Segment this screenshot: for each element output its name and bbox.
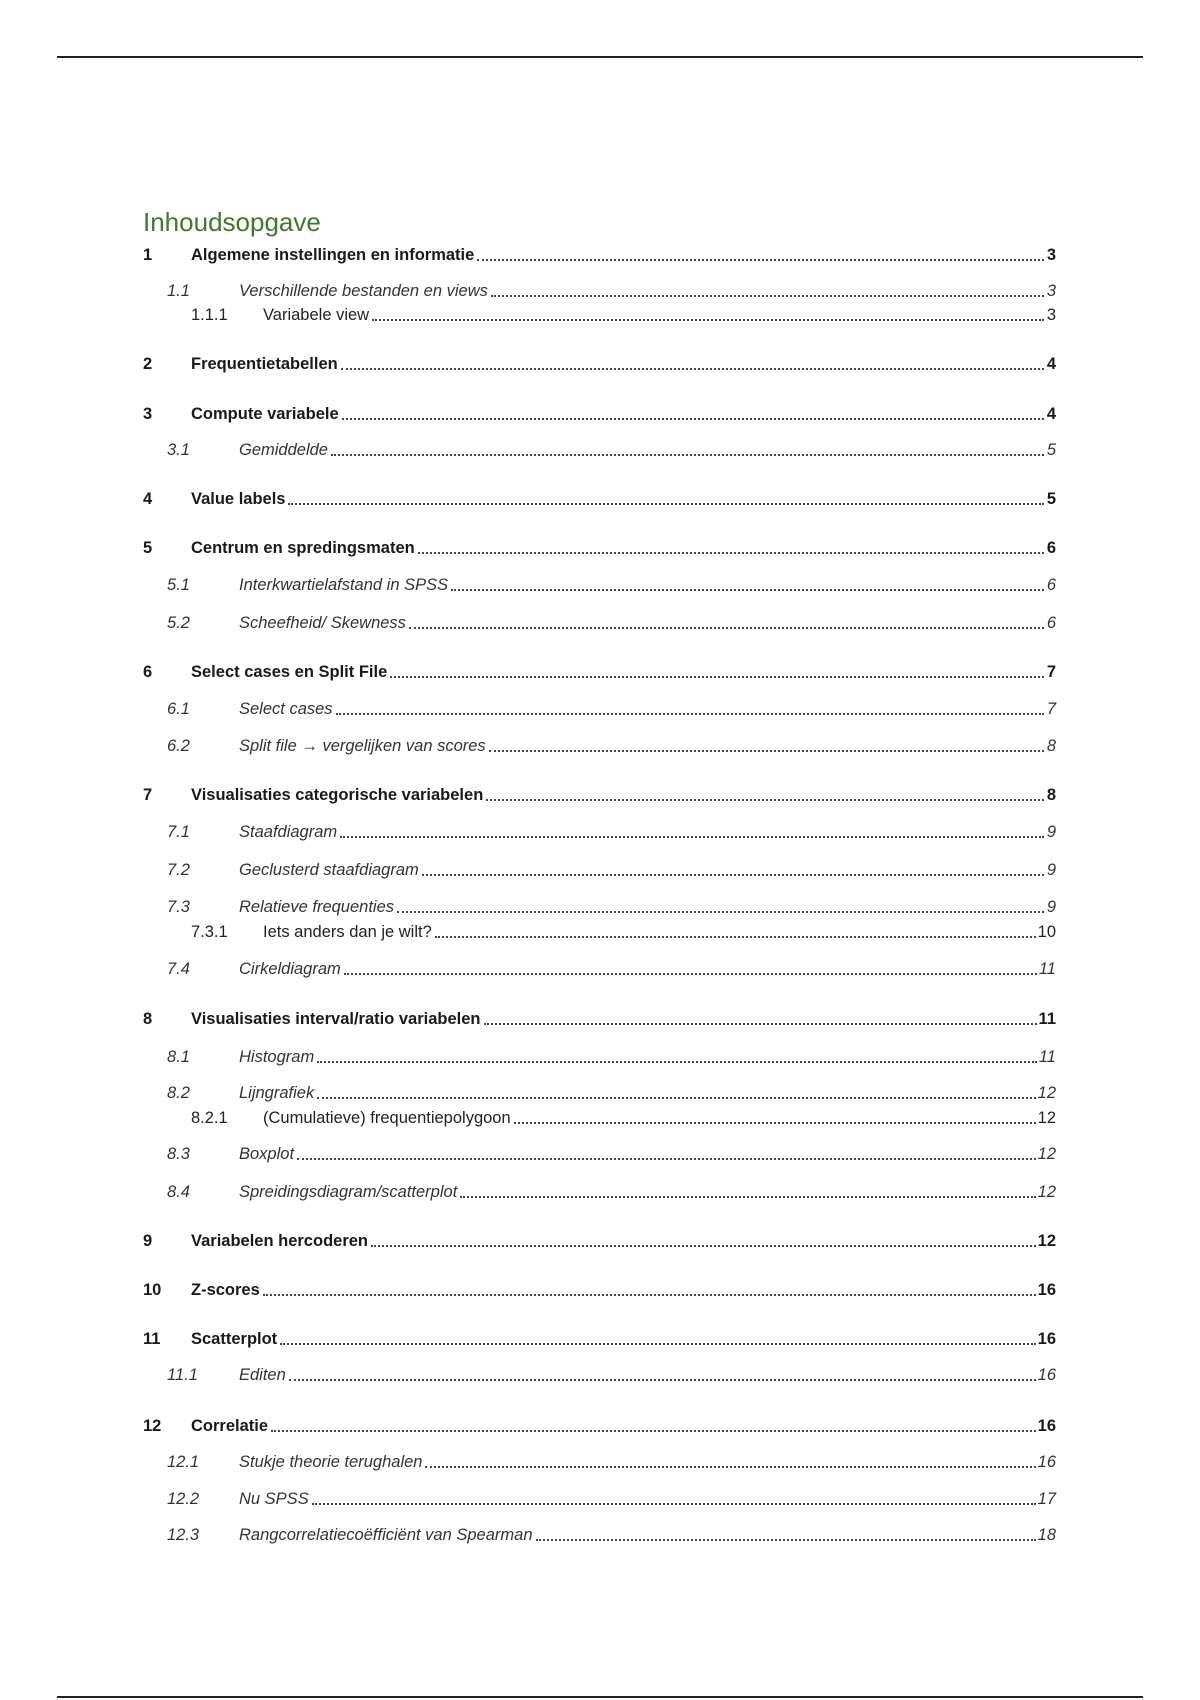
toc-dot-leader	[288, 503, 1044, 505]
toc-dot-leader	[435, 936, 1036, 938]
toc-entry-page: 16	[1037, 1281, 1056, 1299]
toc-entry-title: Editen	[239, 1366, 286, 1384]
toc-entry[interactable]	[143, 612, 1056, 634]
toc-dot-leader	[451, 589, 1044, 591]
toc-entry-number: 12	[143, 1417, 162, 1435]
toc-entry[interactable]	[143, 1415, 1056, 1437]
toc-dot-leader	[372, 319, 1044, 321]
toc-dot-leader	[371, 1245, 1036, 1247]
toc-entry-number: 7.2	[167, 861, 190, 879]
toc-entry-page: 7	[1046, 663, 1056, 681]
toc-entry-number: 8.1	[167, 1048, 190, 1066]
toc-entry-page: 12	[1037, 1145, 1056, 1163]
toc-entry-title: Spreidingsdiagram/scatterplot	[239, 1183, 458, 1201]
toc-dot-leader	[397, 911, 1044, 913]
toc-entry-page: 11	[1038, 960, 1056, 978]
toc-entry[interactable]	[143, 735, 1056, 757]
toc-entry-title: Visualisaties categorische variabelen	[191, 786, 484, 804]
toc-dot-leader	[425, 1466, 1035, 1468]
toc-entry-page: 4	[1046, 405, 1056, 423]
toc-dot-leader	[460, 1196, 1035, 1198]
toc-entry-page: 6	[1046, 539, 1056, 557]
toc-dot-leader	[344, 973, 1037, 975]
toc-entry[interactable]	[143, 784, 1056, 806]
toc-entry-page: 9	[1046, 861, 1056, 879]
toc-entry-page: 12	[1037, 1109, 1056, 1127]
toc-entry-page: 9	[1046, 823, 1056, 841]
toc-entry-page: 3	[1046, 306, 1056, 324]
toc-entry-number: 3	[143, 405, 153, 423]
toc-entry[interactable]	[143, 921, 1056, 943]
toc-entry-title: Scatterplot	[191, 1330, 278, 1348]
toc-entry-title: Split file → vergelijken van scores	[239, 737, 486, 755]
toc-entry-number: 8.3	[167, 1145, 190, 1163]
toc-entry-title: (Cumulatieve) frequentiepolygoon	[263, 1109, 511, 1127]
page-title: Inhoudsopgave	[143, 207, 321, 238]
toc-entry-title: Boxplot	[239, 1145, 295, 1163]
toc-dot-leader	[280, 1343, 1035, 1345]
toc-entry-title: Variabele view	[263, 306, 370, 324]
footer-rule	[57, 1696, 1143, 1698]
toc-entry[interactable]	[143, 244, 1056, 266]
toc-entry-title: Rangcorrelatiecoëfficiënt van Spearman	[239, 1526, 533, 1544]
toc-entry[interactable]	[143, 439, 1056, 461]
toc-entry-number: 12.1	[167, 1453, 200, 1471]
toc-dot-leader	[340, 836, 1044, 838]
toc-entry-title: Z-scores	[191, 1281, 260, 1299]
toc-entry-page: 4	[1046, 355, 1056, 373]
toc-entry-number: 10	[143, 1281, 162, 1299]
toc-entry[interactable]	[143, 958, 1056, 980]
toc-entry-title: Select cases	[239, 700, 333, 718]
toc-entry-title: Frequentietabellen	[191, 355, 338, 373]
toc-dot-leader	[422, 874, 1044, 876]
toc-dot-leader	[331, 454, 1044, 456]
toc-dot-leader	[486, 799, 1044, 801]
toc-dot-leader	[317, 1061, 1037, 1063]
toc-entry-page: 5	[1046, 441, 1056, 459]
toc-entry-page: 9	[1046, 898, 1056, 916]
toc-entry-title: Centrum en spredingsmaten	[191, 539, 415, 557]
toc-entry[interactable]	[143, 280, 1056, 302]
toc-entry[interactable]	[143, 488, 1056, 510]
toc-entry-number: 8.4	[167, 1183, 190, 1201]
toc-entry-page: 12	[1037, 1084, 1056, 1102]
toc-entry-title: Interkwartielafstand in SPSS	[239, 576, 449, 594]
toc-entry[interactable]	[143, 1451, 1056, 1473]
toc-entry[interactable]	[143, 1082, 1056, 1104]
toc-entry-number: 12.3	[167, 1526, 200, 1544]
toc-entry[interactable]	[143, 1230, 1056, 1252]
toc-entry-title: Geclusterd staafdiagram	[239, 861, 419, 879]
toc-entry-number: 11	[143, 1330, 161, 1348]
toc-entry-number: 5.2	[167, 614, 190, 632]
toc-entry[interactable]	[143, 1107, 1056, 1129]
toc-dot-leader	[536, 1539, 1036, 1541]
toc-entry-page: 6	[1046, 576, 1056, 594]
toc-entry-page: 3	[1046, 282, 1056, 300]
toc-entry[interactable]	[143, 1143, 1056, 1165]
toc-dot-leader	[390, 676, 1044, 678]
toc-dot-leader	[289, 1379, 1036, 1381]
toc-entry-title: Stukje theorie terughalen	[239, 1453, 423, 1471]
toc-entry-page: 16	[1037, 1453, 1056, 1471]
toc-entry-page: 11	[1038, 1010, 1056, 1028]
toc-dot-leader	[489, 750, 1044, 752]
toc-entry-number: 1.1	[167, 282, 190, 300]
toc-entry-page: 11	[1038, 1048, 1056, 1066]
toc-entry[interactable]	[143, 1181, 1056, 1203]
toc-entry-number: 5.1	[167, 576, 190, 594]
toc-entry-number: 11.1	[167, 1366, 198, 1384]
toc-entry-number: 6.2	[167, 737, 190, 755]
toc-dot-leader	[418, 552, 1044, 554]
toc-entry[interactable]	[143, 1488, 1056, 1510]
toc-dot-leader	[312, 1503, 1036, 1505]
toc-dot-leader	[409, 627, 1044, 629]
toc-entry-number: 1	[143, 246, 153, 264]
toc-dot-leader	[297, 1158, 1036, 1160]
toc-dot-leader	[341, 368, 1044, 370]
toc-entry[interactable]	[143, 1008, 1056, 1030]
toc-dot-leader	[317, 1097, 1035, 1099]
toc-dot-leader	[477, 259, 1044, 261]
toc-entry[interactable]	[143, 661, 1056, 683]
toc-entry-number: 2	[143, 355, 153, 373]
toc-dot-leader	[271, 1430, 1036, 1432]
toc-entry-title: Compute variabele	[191, 405, 339, 423]
toc-entry-page: 8	[1046, 737, 1056, 755]
toc-entry-title: Visualisaties interval/ratio variabelen	[191, 1010, 481, 1028]
toc-entry[interactable]	[143, 1046, 1056, 1068]
toc-entry-number: 7.3	[167, 898, 190, 916]
toc-dot-leader	[342, 418, 1044, 420]
toc-entry[interactable]	[143, 698, 1056, 720]
toc-entry-title: Correlatie	[191, 1417, 269, 1435]
toc-dot-leader	[263, 1294, 1036, 1296]
toc-entry-number: 3.1	[167, 441, 190, 459]
toc-entry-page: 16	[1037, 1330, 1056, 1348]
toc-entry-number: 12.2	[167, 1490, 200, 1508]
toc-entry[interactable]	[143, 896, 1056, 918]
toc-entry-page: 10	[1037, 923, 1056, 941]
toc-entry-title: Gemiddelde	[239, 441, 328, 459]
toc-entry-number: 8.2.1	[191, 1109, 228, 1127]
toc-entry-page: 12	[1037, 1232, 1056, 1250]
toc-entry[interactable]	[143, 537, 1056, 559]
toc-entry-page: 16	[1037, 1366, 1056, 1384]
toc-entry-page: 6	[1046, 614, 1056, 632]
toc-entry-page: 3	[1046, 246, 1056, 264]
toc-entry-number: 8	[143, 1010, 153, 1028]
toc-entry[interactable]	[143, 821, 1056, 843]
toc-entry-title: Algemene instellingen en informatie	[191, 246, 475, 264]
toc-entry-title: Select cases en Split File	[191, 663, 388, 681]
toc-entry[interactable]	[143, 403, 1056, 425]
toc-entry-title: Value labels	[191, 490, 286, 508]
toc-entry-number: 9	[143, 1232, 153, 1250]
toc-entry-title: Nu SPSS	[239, 1490, 309, 1508]
toc-entry[interactable]	[143, 1524, 1056, 1546]
toc-entry-title: Cirkeldiagram	[239, 960, 341, 978]
toc-entry-page: 16	[1037, 1417, 1056, 1435]
toc-entry-title: Lijngrafiek	[239, 1084, 315, 1102]
toc-entry-title: Relatieve frequenties	[239, 898, 395, 916]
toc-entry-title: Staafdiagram	[239, 823, 338, 841]
toc-entry[interactable]	[143, 859, 1056, 881]
toc-entry-number: 7	[143, 786, 153, 804]
toc-entry-page: 12	[1037, 1183, 1056, 1201]
toc-entry-title: Variabelen hercoderen	[191, 1232, 368, 1250]
toc-entry-title: Verschillende bestanden en views	[239, 282, 488, 300]
toc-entry[interactable]	[143, 1328, 1056, 1350]
toc-entry[interactable]	[143, 304, 1056, 326]
toc-entry-number: 4	[143, 490, 153, 508]
toc-entry-number: 6.1	[167, 700, 190, 718]
toc-entry-page: 17	[1037, 1490, 1056, 1508]
toc-entry-number: 1.1.1	[191, 306, 228, 324]
toc-entry-number: 6	[143, 663, 153, 681]
toc-entry-number: 5	[143, 539, 153, 557]
toc-entry-page: 7	[1046, 700, 1056, 718]
toc-entry-number: 7.3.1	[191, 923, 228, 941]
toc-dot-leader	[514, 1122, 1036, 1124]
toc-entry-number: 8.2	[167, 1084, 190, 1102]
toc-entry[interactable]	[143, 353, 1056, 375]
toc-entry-number: 7.1	[167, 823, 190, 841]
toc-entry-number: 7.4	[167, 960, 190, 978]
toc-dot-leader	[491, 295, 1044, 297]
toc-entry[interactable]	[143, 1279, 1056, 1301]
toc-entry-title: Scheefheid/ Skewness	[239, 614, 406, 632]
toc-dot-leader	[336, 713, 1044, 715]
toc-entry[interactable]	[143, 1364, 1056, 1386]
toc-entry-title: Histogram	[239, 1048, 315, 1066]
toc-entry[interactable]	[143, 574, 1056, 596]
toc-entry-page: 8	[1046, 786, 1056, 804]
toc-dot-leader	[484, 1023, 1037, 1025]
toc-entry-title: Iets anders dan je wilt?	[263, 923, 432, 941]
toc-entry-page: 5	[1046, 490, 1056, 508]
toc-entry-page: 18	[1037, 1526, 1056, 1544]
